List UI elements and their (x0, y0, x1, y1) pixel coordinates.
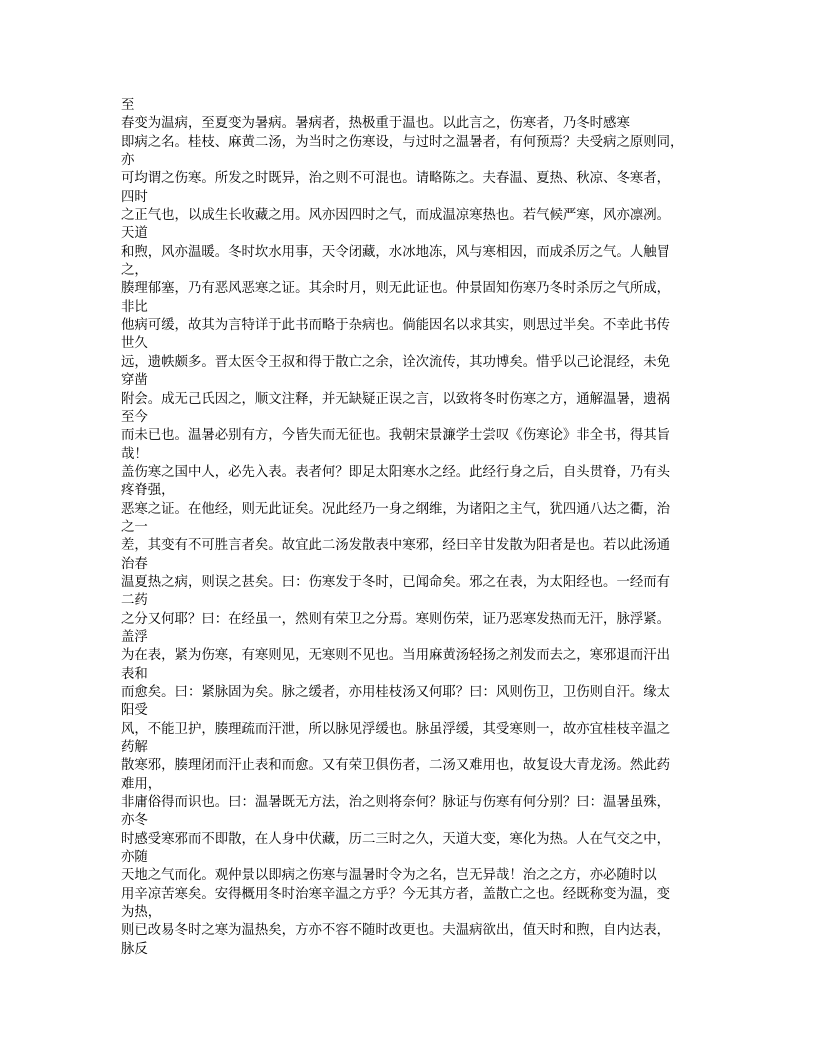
text-line: 之一 (121, 519, 148, 535)
text-line: 散寒邪，腠理闭而汗止表和而愈。又有荣卫俱伤者，二汤又难用也，故复设大青龙汤。然此药 (121, 758, 671, 774)
text-line: 之， (121, 263, 148, 279)
text-line: 非比 (121, 299, 148, 315)
text-line: 之分又何耶？曰：在经虽一，然则有荣卫之分焉。寒则伤荣，证乃恶寒发热而无汗，脉浮紧。 (121, 611, 671, 627)
text-line: 哉！ (121, 446, 148, 462)
text-line: 盖浮 (121, 629, 148, 645)
text-line: 难用， (121, 776, 162, 792)
text-line: 而未已也。温暑必别有方，今皆失而无征也。我朝宋景濂学士尝叹《伤寒论》非全书，得其旨 (121, 428, 671, 444)
text-line: 为在表，紧为伤寒，有寒则见，无寒则不见也。当用麻黄汤轻扬之剂发而去之，寒邪退而汗出 (121, 648, 671, 664)
text-line: 亦随 (121, 850, 148, 866)
text-line: 至 (121, 98, 135, 113)
text-line: 附会。成无己氏因之，顺文注释，并无缺疑正误之言，以致将冬时伤寒之方，通解温暑，遗祸 (121, 391, 671, 407)
text-line: 而愈矣。曰：紧脉固为矣。脉之缓者，亦用桂枝汤又何耶？曰：风则伤卫，卫伤则自汗。缘太 (121, 685, 671, 700)
text-line: 二药 (121, 593, 148, 609)
text-line: 恶寒之证。在他经，则无此证矣。况此经乃一身之纲维，为诸阳之主气，犹四通八达之衢，治 (121, 501, 671, 517)
text-line: 用辛凉苦寒矣。安得概用冬时治寒辛温之方乎？今无其方者，盖散亡之也。经既称变为温，变 (121, 886, 671, 902)
text-line: 他病可缓，故其为言特详于此书而略于杂病也。倘能因名以求其实，则思过半矣。不幸此书传 (121, 318, 671, 334)
text-line: 之正气也，以成生长收藏之用。风亦因四时之气，而成温凉寒热也。若气候严寒，风亦凛冽。 (121, 208, 671, 224)
text-line: 温夏热之病，则误之甚矣。曰：伤寒发于冬时，已闻命矣。邪之在表，为太阳经也。一经而有 (121, 574, 671, 590)
text-line: 远，遗帙颇多。晋太医令王叔和得于散亡之余，诠次流传，其功博矣。惜乎以己论混经，未免 (121, 354, 671, 370)
text-line: 春变为温病，至夏变为暑病。暑病者，热极重于温也。以此言之，伤寒者，乃冬时感寒 (121, 116, 630, 132)
text-line: 天地之气而化。观仲景以即病之伤寒与温暑时令为之名，岂无异哉！治之之方，亦必随时以 (121, 868, 657, 884)
text-line: 为热， (121, 905, 162, 921)
text-line: 世久 (121, 336, 148, 352)
text-line: 治春 (121, 556, 148, 572)
text-line: 非庸俗得而识也。曰：温暑既无方法，治之则将奈何？脉证与伤寒有何分别？曰：温暑虽殊， (121, 795, 671, 811)
text-line: 脉反 (121, 941, 148, 957)
text-line: 表和 (121, 666, 148, 682)
text-line: 时感受寒邪而不即散，在人身中伏藏，历二三时之久，天道大变，寒化为热。人在气交之中， (121, 831, 671, 847)
text-line: 则已改易冬时之寒为温热矣，方亦不容不随时改更也。夫温病欲出，值天时和煦，自内达表， (121, 923, 671, 939)
text-line: 阳受 (121, 703, 148, 719)
text-line: 即病之名。桂枝、麻黄二汤，为当时之伤寒设，与过时之温暑者，有何预焉？夫受病之原则同， (121, 134, 684, 150)
text-line: 风，不能卫护，腠理疏而汗泄，所以脉见浮缓也。脉虽浮缓，其受寒则一，故亦宜桂枝辛温之 (121, 721, 671, 737)
text-line: 盖伤寒之国中人，必先入表。表者何？即足太阳寒水之经。此经行身之后，自头贯脊，乃有头 (121, 464, 671, 480)
document-body-text (121, 97, 696, 959)
text-line: 疼脊强， (121, 483, 175, 499)
text-line: 亦 (121, 153, 135, 169)
text-line: 药解 (121, 740, 148, 756)
text-line: 穿凿 (121, 373, 148, 389)
text-line: 差，其变有不可胜言者矣。故宜此二汤发散表中寒邪，经曰辛甘发散为阳者是也。若以此汤通 (121, 538, 671, 554)
text-line: 可均谓之伤寒。所发之时既异，治之则不可混也。请略陈之。夫春温、夏热、秋凉、冬寒者， (121, 171, 671, 187)
text-line: 腠理郁塞，乃有恶风恶寒之证。其余时月，则无此证也。仲景固知伤寒乃冬时杀厉之气所成， (121, 281, 671, 297)
text-line: 亦冬 (121, 813, 148, 829)
text-line: 和煦，风亦温暖。冬时坎水用事，天令闭藏，水冰地冻，风与寒相因，而成杀厉之气。人触冒 (121, 244, 671, 260)
text-line: 至今 (121, 409, 148, 425)
text-line: 天道 (121, 226, 148, 242)
text-line: 四时 (121, 189, 148, 205)
